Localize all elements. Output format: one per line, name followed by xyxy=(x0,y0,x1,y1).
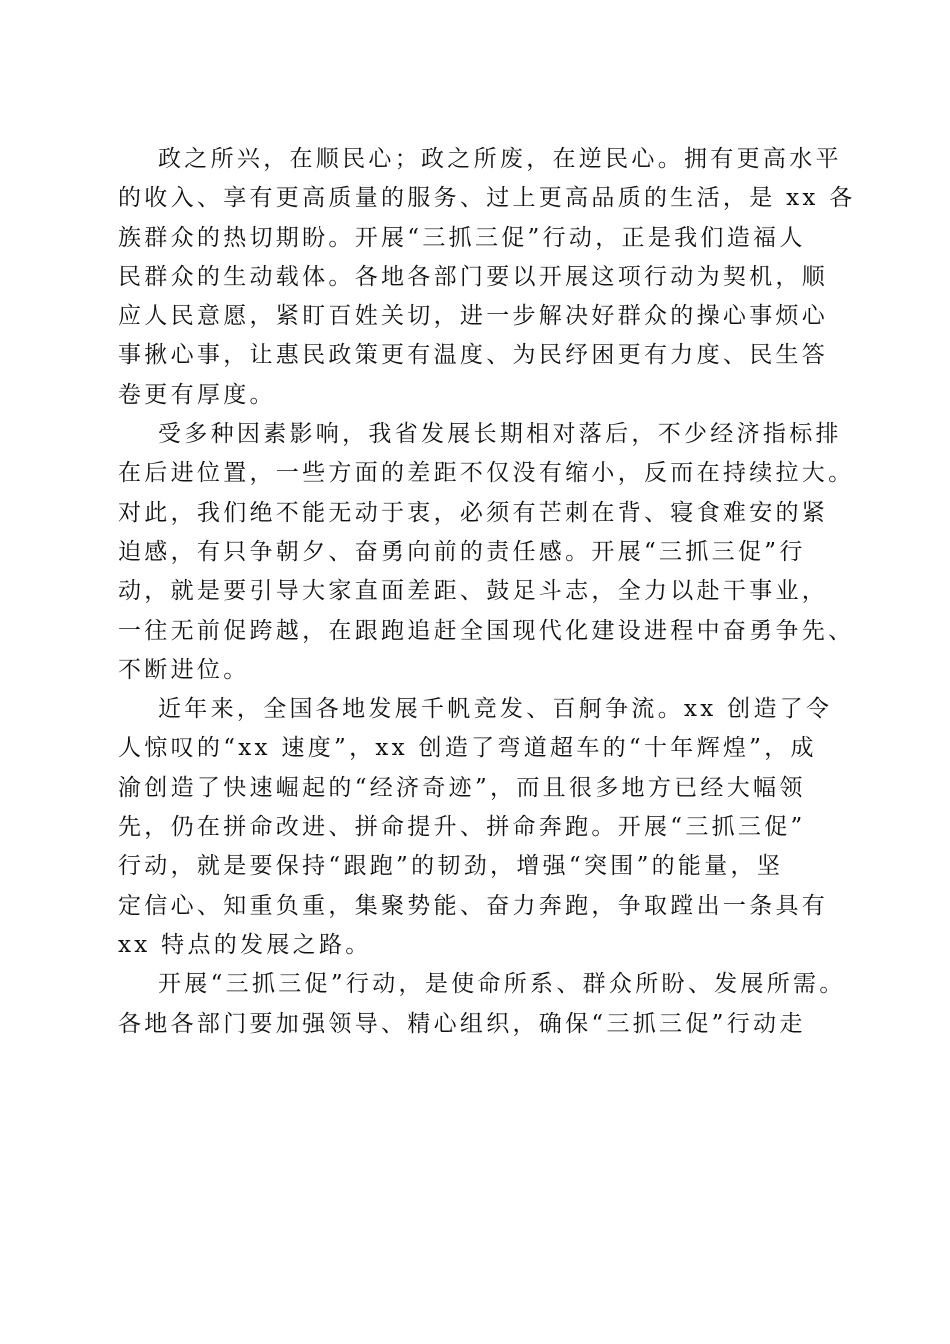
text-line: 政之所兴，在顺民心；政之所废，在逆民心。拥有更高水平 xyxy=(158,146,842,172)
paragraph-2 xyxy=(118,415,855,690)
text-line: 卷更有厚度。 xyxy=(118,381,276,408)
text-line: 事揪心事，让惠民政策更有温度、为民纾困更有力度、民生答 xyxy=(118,342,829,369)
text-line: xx 特点的发展之路。 xyxy=(118,931,372,958)
text-line: 迫感，有只争朝夕、奋勇向前的责任感。开展“三抓三促”行 xyxy=(118,538,806,565)
text-line: 各地各部门要加强领导、精心组织，确保“三抓三促”行动走 xyxy=(118,1010,806,1037)
text-line: 的收入、享有更高质量的服务、过上更高品质的生活，是 xx 各 xyxy=(118,185,856,212)
text-line: 对此，我们绝不能无动于衷，必须有芒刺在背、寝食难安的紧 xyxy=(118,499,829,526)
text-line: 受多种因素影响，我省发展长期相对落后，不少经济指标排 xyxy=(158,421,842,448)
document-body xyxy=(118,140,856,1044)
paragraph-3 xyxy=(118,690,848,965)
text-line: 应人民意愿，紧盯百姓关切，进一步解决好群众的操心事烦心 xyxy=(118,303,829,330)
text-line: 动，就是要引导大家直面差距、鼓足斗志，全力以赴干事业， xyxy=(118,578,829,605)
text-line: 一往无前促跨越，在跟跑追赶全国现代化建设进程中奋勇争先、 xyxy=(118,617,855,644)
paragraph-1 xyxy=(118,140,856,415)
text-line: 渝创造了快速崛起的“经济奇迹”，而且很多地方已经大幅领 xyxy=(118,774,806,801)
text-line: 人惊叹的“xx 速度”，xx 创造了弯道超车的“十年辉煌”，成 xyxy=(118,735,817,762)
text-line: 在后进位置，一些方面的差距不仅没有缩小，反而在持续拉大。 xyxy=(118,460,855,487)
text-line: 行动，就是要保持“跟跑”的韧劲，增强“突围”的能量，坚 xyxy=(118,853,784,880)
text-line: 开展“三抓三促”行动，是使命所系、群众所盼、发展所需。 xyxy=(158,971,846,998)
text-line: 民群众的生动载体。各地各部门要以开展这项行动为契机，顺 xyxy=(118,263,829,290)
text-line: 近年来，全国各地发展千帆竞发、百舸争流。xx 创造了令 xyxy=(158,696,833,723)
paragraph-4 xyxy=(118,965,848,1044)
text-line: 不断进位。 xyxy=(118,656,250,683)
text-line: 先，仍在拼命改进、拼命提升、拼命奔跑。开展“三抓三促” xyxy=(118,814,806,841)
text-line: 定信心、知重负重，集聚势能、奋力奔跑，争取蹚出一条具有 xyxy=(118,892,829,919)
text-line: 族群众的热切期盼。开展“三抓三促”行动，正是我们造福人 xyxy=(118,224,806,251)
